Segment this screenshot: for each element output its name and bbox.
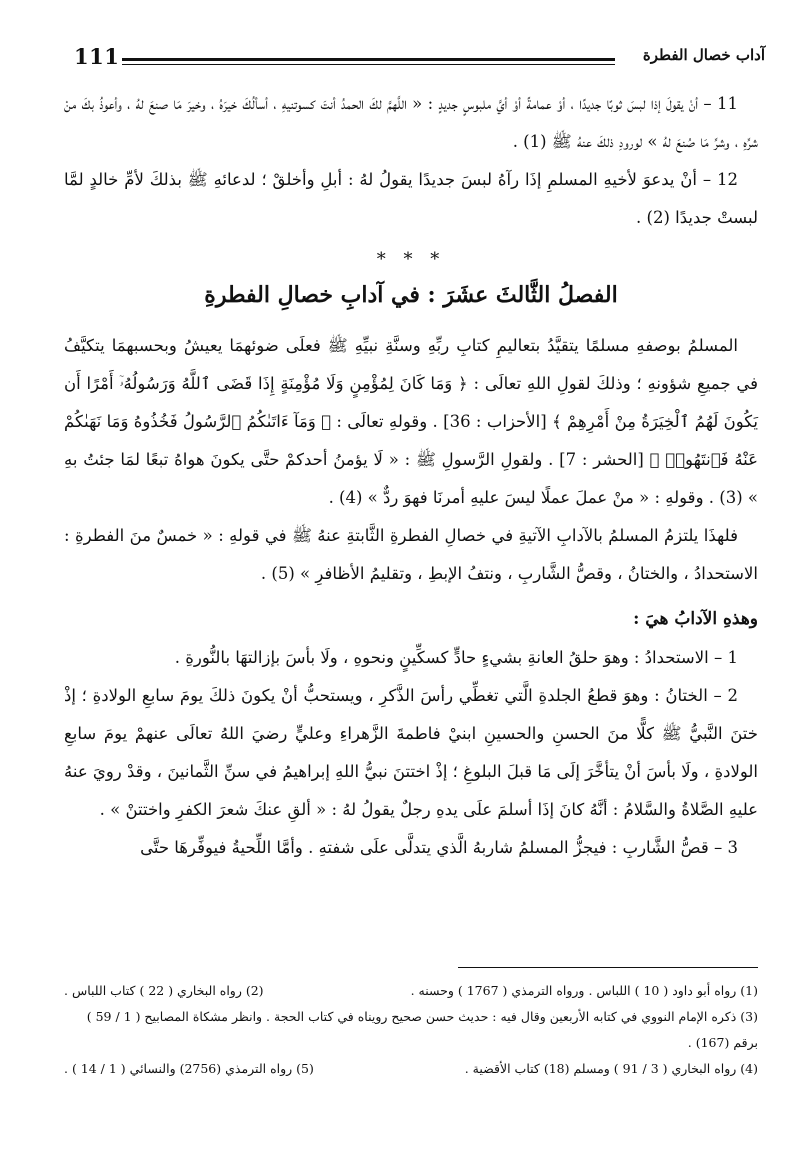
etiquettes-subheading: وهذهِ الآدابُ هيَ : [633,609,758,629]
intro-paragraph: المسلمُ بوصفهِ مسلمًا يتقيَّدُ بتعاليمِ كتابِ ربِّهِ وسنَّةِ نبيِّهِ ﷺ فعلَى ضوئهمَا يعيشُ وبحسبهمَا يتكيَّفُ في جميعِ شؤونهِ ؛ وذلكَ لقولِ اللهِ تعالَى : ﴿ وَمَا كَانَ لِمُؤْمِنٍ وَلَا مُؤْمِنَةٍ إِذَا قَضَى ٱللَّهُ وَرَسُولُهُۥٓ أَمْرًا أَن يَكُونَ لَهُمُ ٱلْخِيَرَةُ مِنْ أَمْرِهِمْ ﴾ [الأحزاب : 36] . وقولهِ تعالَى : ﴿ وَمَآ ءَاتَىٰكُمُ ٱلرَّسُولُ فَخُذُوهُ وَمَا نَهَىٰكُمْ عَنْهُ فَٱنتَهُوا۟ ﴾ [الحشر : 7] . ولقولِ الرَّسولِ ﷺ : « لَا يؤمنُ أحدكمْ حتَّى يكونَ هواهُ تبعًا لمَا جئتُ بهِ » (3) . وقولهِ : « منْ عملَ عملًا ليسَ عليهِ أمرنَا فهوَ ردٌّ » (4) . [64,336,759,507]
page-body [64,85,758,867]
chapter-title: الفصلُ الثَّالثَ عشَرَ : في آدابِ خصالِ الفطرةِ [204,282,618,308]
footnote-row [64,978,758,1004]
footnote-5: (5) رواه الترمذي (2756) والنسائي ( 1 / 14 ) . [64,1061,314,1076]
footnotes [64,978,758,1082]
running-title: آداب خصال الفطرة [642,46,765,64]
list-item-1: 1 – الاستحدادُ : وهوَ حلقُ العانةِ بشيءٍ حادٍّ كسكِّينٍ ونحوهِ ، ولَا بأسَ بإزالتهَا بالنُّورةِ . [174,648,738,667]
header-rule-thin [122,64,615,65]
page-header [60,42,765,72]
list-item-2: 2 – الختانُ : وهوَ قطعُ الجلدةِ الَّتي تغطِّي رأسَ الذَّكرِ ، ويستحبُّ أنْ يكونَ ذلكَ يومَ سابعِ الولادةِ ؛ إذْ ختنَ النَّبيُّ ﷺ كلًّا منَ الحسنِ والحسينِ ابنيْ فاطمةَ الزَّهراءِ وعليٍّ رضيَ اللهُ تعالَى عنهمْ يومَ سابعِ الولادةِ ، ولَا بأسَ أنْ يتأخَّرَ إلَى مَا قبلَ البلوغِ ؛ إذْ اختتنَ نبيُّ اللهِ إبراهيمُ في سنِّ الثَّمانينَ ، وقدْ رويَ عنهُ عليهِ الصَّلاةُ والسَّلامُ : أنَّهُ كانَ إذَا أسلمَ علَى يدهِ رجلٌ يقولُ لهُ : « ألقِ عنكَ شعرَ الكفرِ واختتنْ » . [64,686,758,819]
item-12-paragraph: 12 – أنْ يدعوَ لأخيهِ المسلمِ إذَا رآهُ لبسَ جديدًا يقولُ لهُ : أبلِ وأخلقْ ؛ لدعائهِ ﷺ بذلكَ لأمِّ خالدٍ لمَّا لبستْ جديدًا (2) . [64,170,758,227]
header-rule [122,58,615,61]
footnote-row [64,1056,758,1082]
footnote-rule [458,967,758,968]
fitra-paragraph: فلهذَا يلتزمُ المسلمُ بالآدابِ الآتيةِ في خصالِ الفطرةِ الثَّابتةِ عنهُ ﷺ في قولهِ : « خمسٌ منَ الفطرةِ : الاستحدادُ ، والختانُ ، وقصُّ الشَّاربِ ، ونتفُ الإبطِ ، وتقليمُ الأظافرِ » (5) . [64,526,758,583]
page-number: 111 [74,44,120,69]
footnote-2: (2) رواه البخاري ( 22 ) كتاب اللباس . [64,983,264,998]
footnote-4: (4) رواه البخاري ( 3 / 91 ) ومسلم (18) كتاب الأقضية . [464,1061,758,1076]
footnote-1: (1) رواه أبو داود ( 10 ) اللباس . ورواه الترمذي ( 1767 ) وحسنه . [410,983,758,998]
footnote-3: (3) ذكره الإمام النووي في كتابه الأربعين وقال فيه : حديث حسن صحيح رويناه في كتاب الحجة . وانظر مشكاة المصابيح ( 1 / 59 ) برقم (167) . [86,1009,758,1050]
section-separator: * * * [376,249,446,270]
list-item-3: 3 – قصُّ الشَّاربِ : فيجزُّ المسلمُ شاربهُ الَّذي يتدلَّى علَى شفتهِ . وأمَّا اللِّحيةُ فيوفِّرهَا حتَّى [140,838,738,857]
item-11-paragraph: 11 – أنْ يقولَ إذا لبسَ ثوبًا جديدًا ، أوْ عمامةً أوْ أيَّ ملبوسٍ جديدٍ : « اللَّهمَّ لكَ الحمدُ أنتَ كسوتنيهِ ، أسألُكَ خيرَهُ ، وخيرَ مَا صنعَ لهُ ، وأعوذُ بكَ منْ شرِّهِ ، وشرِّ مَا صُنعَ لهُ » لورودِ ذلكَ عنهُ ﷺ (1) . [64,94,758,151]
